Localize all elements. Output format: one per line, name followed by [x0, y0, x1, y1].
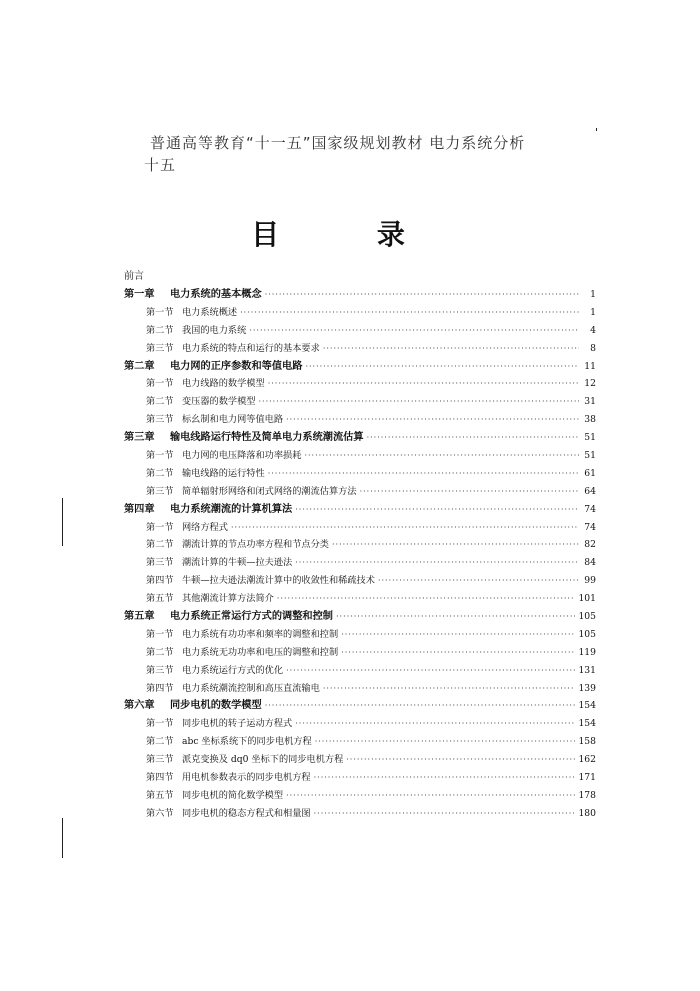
- toc-page-number: 131: [578, 664, 596, 676]
- toc-dot-leader: [259, 393, 580, 411]
- toc-entry-title: 电力网的电压降落和功率损耗: [182, 450, 302, 462]
- toc-entry-label: [124, 447, 301, 465]
- toc-preface: 前言: [124, 271, 144, 282]
- toc-entry-title: 电力系统运行方式的优化: [182, 664, 284, 676]
- toc-entry-number: 第二节: [146, 539, 174, 551]
- toc-page-number: 162: [578, 754, 596, 766]
- toc-entries: [124, 286, 596, 823]
- toc-dot-leader: [249, 322, 579, 340]
- toc-entry-title: 电力网的正序参数和等值电路: [170, 359, 303, 372]
- toc-entry-number: 第三节: [146, 664, 174, 676]
- toc-entry-number: 第二节: [146, 736, 174, 748]
- toc-page-number: 82: [584, 539, 596, 551]
- toc-entry-title: abc 坐标系统下的同步电机方程: [182, 736, 312, 748]
- toc-page-number: 74: [584, 503, 596, 515]
- toc-entry-title: 派克变换及 dq0 坐标下的同步电机方程: [182, 754, 344, 766]
- toc-entry-label: [124, 662, 283, 680]
- toc-section-row: [124, 411, 596, 429]
- toc-dot-leader: [268, 465, 579, 483]
- toc-page-number: 84: [584, 557, 596, 569]
- toc-dot-leader: [341, 644, 575, 662]
- toc-entry-label: [124, 590, 274, 608]
- toc-dot-leader: [378, 572, 579, 590]
- toc-page-number: 61: [584, 467, 596, 479]
- toc-page-number: 11: [584, 360, 596, 372]
- toc-dot-leader: [360, 483, 579, 501]
- toc-dot-leader: [346, 751, 575, 769]
- toc-entry-title: 电力系统的基本概念: [170, 288, 262, 300]
- toc-entry-title: 同步电机的数学模型: [170, 699, 262, 712]
- toc-dot-leader: [286, 787, 575, 805]
- toc-dot-leader: [231, 519, 579, 537]
- toc-section-row: [124, 304, 596, 322]
- toc-entry-number: 第三章: [124, 431, 155, 444]
- toc-entry-title: 电力系统无功功率和电压的调整和控制: [182, 646, 339, 658]
- toc-dot-leader: [265, 697, 576, 715]
- toc-section-row: [124, 787, 596, 805]
- toc-entry-number: 第二节: [146, 467, 174, 479]
- toc-section-row: [124, 536, 596, 554]
- toc-entry-number: 第二节: [146, 396, 174, 408]
- toc-entry-number: 第一节: [146, 306, 174, 318]
- toc-page-number: 31: [584, 396, 596, 408]
- toc-chapter-row: [124, 286, 596, 304]
- toc-entry-number: 第六章: [124, 699, 155, 712]
- toc-section-row: [124, 447, 596, 465]
- toc-dot-leader: [314, 769, 576, 787]
- toc-entry-label: [124, 429, 364, 447]
- toc-entry-label: [124, 644, 338, 662]
- toc-section-row: [124, 733, 596, 751]
- toc-chapter-row: [124, 358, 596, 376]
- toc-dot-leader: [286, 411, 579, 429]
- toc-entry-label: [124, 572, 375, 590]
- toc-section-row: [124, 554, 596, 572]
- toc-entry-title: 变压器的数学模型: [182, 396, 256, 408]
- toc-entry-label: [124, 626, 338, 644]
- toc-entry-label: [124, 680, 320, 698]
- toc-dot-leader: [341, 626, 575, 644]
- toc-dot-leader: [305, 358, 579, 376]
- toc-page-number: 158: [578, 736, 596, 748]
- scan-artifact-left-margin-line-2: [62, 818, 63, 858]
- toc-section-row: [124, 715, 596, 733]
- toc-entry-label: [124, 501, 292, 519]
- toc-entry-number: 第四节: [146, 772, 174, 784]
- toc-entry-number: 第一节: [146, 628, 174, 640]
- toc-section-row: [124, 483, 596, 501]
- toc-entry-title: 电力系统的特点和运行的基本要求: [182, 342, 320, 354]
- table-of-contents: [124, 268, 596, 823]
- toc-entry-title: 标幺制和电力网等值电路: [182, 414, 284, 426]
- toc-section-row: [124, 769, 596, 787]
- toc-entry-title: 电力系统有功功率和频率的调整和控制: [182, 628, 339, 640]
- toc-entry-title: 其他潮流计算方法简介: [182, 593, 274, 605]
- toc-dot-leader: [323, 340, 579, 358]
- toc-section-row: [124, 375, 596, 393]
- toc-dot-leader: [268, 375, 579, 393]
- toc-entry-label: [124, 393, 256, 411]
- toc-page-number: 38: [584, 414, 596, 426]
- toc-section-row: [124, 662, 596, 680]
- toc-entry-number: 第一节: [146, 521, 174, 533]
- toc-entry-title: 同步电机的简化数学模型: [182, 789, 284, 801]
- toc-page-number: 105: [578, 628, 596, 640]
- toc-entry-number: 第一节: [146, 718, 174, 730]
- toc-page-number: 1: [590, 289, 596, 300]
- toc-entry-label: [124, 805, 311, 823]
- toc-entry-number: 第五节: [146, 593, 174, 605]
- toc-page-number: 51: [584, 432, 596, 444]
- toc-section-row: [124, 680, 596, 698]
- toc-entry-number: 第五节: [146, 789, 174, 801]
- toc-entry-label: [124, 375, 265, 393]
- toc-dot-leader: [367, 429, 579, 447]
- toc-entry-label: [124, 697, 262, 715]
- toc-dot-leader: [265, 286, 579, 304]
- toc-entry-number: 第一节: [146, 450, 174, 462]
- toc-entry-label: [124, 519, 228, 537]
- toc-entry-label: [124, 411, 283, 429]
- toc-entry-label: [124, 536, 329, 554]
- toc-chapter-row: [124, 501, 596, 519]
- toc-entry-number: 第三节: [146, 557, 174, 569]
- toc-section-row: [124, 590, 596, 608]
- toc-dot-leader: [240, 304, 579, 322]
- toc-entry-title: 我国的电力系统: [182, 324, 247, 336]
- toc-entry-label: [124, 322, 246, 340]
- toc-section-row: [124, 393, 596, 411]
- toc-entry-number: 第三节: [146, 754, 174, 766]
- toc-page-number: 119: [578, 646, 596, 658]
- header-note-line1: 普通高等教育“十一五”国家级规划教材 电力系统分析: [150, 134, 526, 152]
- toc-entry-title: 同步电机的稳态方程式和相量图: [182, 807, 311, 819]
- toc-entry-title: 同步电机的转子运动方程式: [182, 718, 293, 730]
- toc-section-row: [124, 322, 596, 340]
- toc-dot-leader: [323, 680, 576, 698]
- toc-chapter-row: [124, 697, 596, 715]
- toc-page-number: 154: [578, 718, 596, 730]
- toc-section-row: [124, 751, 596, 769]
- toc-section-row: [124, 644, 596, 662]
- toc-page-number: 1: [590, 306, 596, 318]
- toc-entry-title: 用电机参数表示的同步电机方程: [182, 772, 311, 784]
- toc-entry-number: 第二节: [146, 324, 174, 336]
- toc-section-row: [124, 572, 596, 590]
- toc-entry-title: 网络方程式: [182, 521, 228, 533]
- toc-page-number: 105: [578, 611, 596, 623]
- toc-entry-title: 输电线路的运行特性: [182, 467, 265, 479]
- toc-page-number: 101: [578, 593, 596, 605]
- toc-dot-leader: [315, 733, 576, 751]
- toc-entry-title: 电力线路的数学模型: [182, 378, 265, 390]
- toc-entry-title: 牛顿—拉夫逊法潮流计算中的收敛性和稀疏技术: [182, 575, 375, 587]
- toc-entry-title: 简单辐射形网络和闭式网络的潮流估算方法: [182, 485, 357, 497]
- toc-entry-number: 第四章: [124, 502, 155, 515]
- toc-page-number: 139: [578, 682, 596, 694]
- toc-chapter-row: [124, 608, 596, 626]
- toc-dot-leader: [295, 715, 575, 733]
- toc-entry-number: 第二节: [146, 646, 174, 658]
- toc-entry-label: [124, 769, 311, 787]
- toc-entry-title: 潮流计算的节点功率方程和节点分类: [182, 539, 329, 551]
- toc-entry-label: [124, 554, 292, 572]
- toc-dot-leader: [295, 554, 579, 572]
- toc-section-row: [124, 465, 596, 483]
- toc-chapter-row: [124, 429, 596, 447]
- toc-page-number: 74: [584, 521, 596, 533]
- toc-entry-label: [124, 787, 283, 805]
- toc-dot-leader: [332, 536, 579, 554]
- toc-page-number: 99: [584, 575, 596, 587]
- toc-page-number: 154: [578, 700, 596, 712]
- toc-page-number: 64: [584, 485, 596, 497]
- toc-entry-number: 第三节: [146, 485, 174, 497]
- toc-page-number: 4: [590, 324, 596, 336]
- toc-entry-label: [124, 751, 343, 769]
- toc-entry-label: [124, 340, 320, 358]
- scan-artifact-left-margin-line-1: [62, 498, 63, 546]
- page-title: 目 录: [251, 218, 449, 251]
- toc-entry-title: 电力系统潮流的计算机算法: [170, 502, 293, 515]
- toc-entry-label: [124, 733, 312, 751]
- toc-entry-title: 电力系统潮流控制和高压直流输电: [182, 682, 320, 694]
- toc-entry-number: 第一章: [124, 288, 155, 300]
- toc-entry-label: [124, 715, 292, 733]
- toc-page-number: 171: [578, 772, 596, 784]
- toc-page-number: 51: [584, 450, 596, 462]
- toc-entry-title: 电力系统概述: [182, 306, 238, 318]
- toc-page-number: 8: [590, 342, 596, 354]
- toc-dot-leader: [295, 501, 579, 519]
- toc-entry-title: 输电线路运行特性及简单电力系统潮流估算: [170, 431, 364, 444]
- toc-dot-leader: [277, 590, 576, 608]
- scan-artifact-top-right-dot: [596, 128, 597, 131]
- toc-entry-number: 第六节: [146, 807, 174, 819]
- header-note-line2: 十五: [144, 156, 177, 174]
- toc-entry-number: 第二章: [124, 359, 155, 372]
- toc-entry-number: 第四节: [146, 682, 174, 694]
- toc-entry-label: [124, 358, 302, 376]
- toc-page-number: 12: [584, 378, 596, 390]
- toc-entry-title: 电力系统正常运行方式的调整和控制: [170, 610, 333, 623]
- toc-dot-leader: [304, 447, 579, 465]
- toc-dot-leader: [336, 608, 575, 626]
- toc-entry-number: 第五章: [124, 610, 155, 623]
- toc-entry-number: 第四节: [146, 575, 174, 587]
- toc-dot-leader: [286, 662, 575, 680]
- toc-page-number: 180: [578, 807, 596, 819]
- toc-entry-number: 第一节: [146, 378, 174, 390]
- toc-page-number: 178: [578, 789, 596, 801]
- toc-section-row: [124, 519, 596, 537]
- toc-section-row: [124, 805, 596, 823]
- handwritten-header-note: [144, 132, 550, 176]
- toc-entry-label: [124, 304, 237, 322]
- toc-section-row: [124, 626, 596, 644]
- toc-dot-leader: [314, 805, 576, 823]
- toc-entry-number: 第三节: [146, 414, 174, 426]
- toc-entry-label: [124, 465, 265, 483]
- toc-entry-label: [124, 608, 333, 626]
- toc-entry-title: 潮流计算的牛顿—拉夫逊法: [182, 557, 293, 569]
- toc-section-row: [124, 340, 596, 358]
- toc-entry-label: [124, 286, 262, 304]
- toc-entry-number: 第三节: [146, 342, 174, 354]
- toc-entry-label: [124, 483, 357, 501]
